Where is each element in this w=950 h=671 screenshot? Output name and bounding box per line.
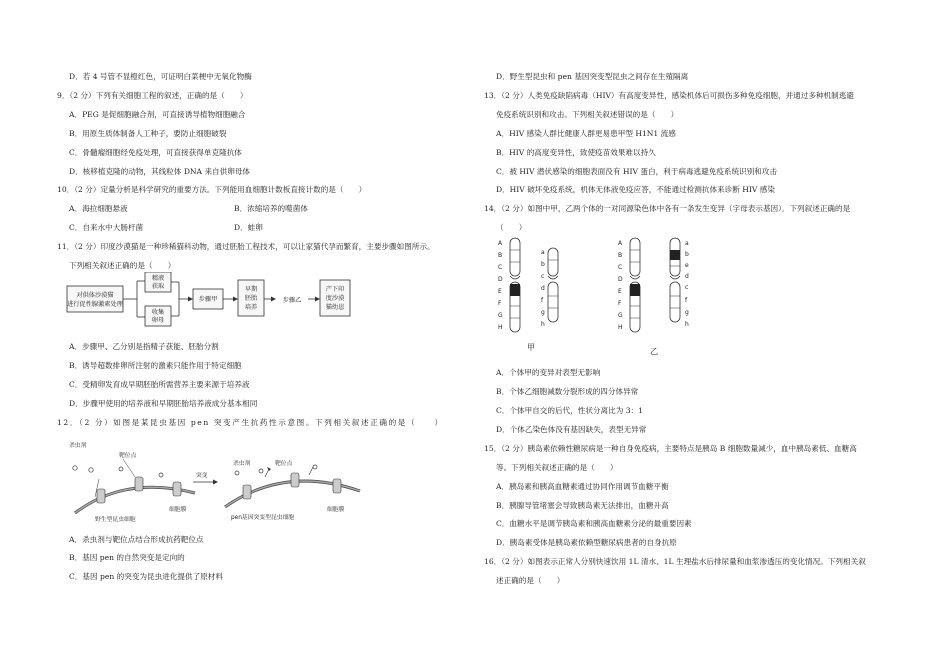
gene-label: h bbox=[685, 321, 689, 329]
q12-option-d: D．野生型昆虫和 pen 基因突变型昆虫之间存在生殖隔离 bbox=[496, 72, 689, 81]
flow-end-text-3: 猫幼崽 bbox=[325, 303, 345, 311]
q10-options-ab bbox=[57, 200, 477, 219]
q12-mutation-label: 突变 bbox=[196, 472, 208, 479]
gene-label: C bbox=[618, 264, 623, 272]
q14-figure-svg bbox=[494, 232, 734, 358]
q15-option-a: A．胰岛素和胰高血糖素通过协同作用调节血糖平衡 bbox=[496, 481, 669, 491]
flow-semen-text-1: 精液 bbox=[151, 274, 165, 282]
gene-label: E bbox=[498, 288, 502, 296]
q9-option-a: A．PEG 是促细胞融合剂，可直接诱导植物细胞融合 bbox=[69, 109, 246, 119]
gene-label: D bbox=[498, 276, 503, 284]
flow-start-text-2: 进行促性腺激素处理 bbox=[67, 300, 123, 308]
q14-chromosome-figure bbox=[484, 238, 904, 364]
gene-label: B bbox=[498, 252, 503, 260]
q9-option-c: C．骨髓瘤细胞经免疫处理，可直接获得单克隆抗体 bbox=[69, 147, 242, 157]
q11-option-b: B．诱导超数排卵所注射的激素只能作用于特定细胞 bbox=[69, 360, 242, 370]
flow-embryo-text-3: 培养 bbox=[244, 303, 258, 311]
gene-label: d bbox=[685, 273, 689, 281]
q10-option-d: D．蛙卵 bbox=[234, 223, 263, 233]
q12-stem: 12．（2 分）如图是某昆虫基因 pen 突变产生抗药性示意图。下列相关叙述正确的是（ ） bbox=[57, 417, 444, 427]
flow-oocyte-text-2: 卵母 bbox=[151, 316, 165, 324]
gene-label: C bbox=[498, 264, 503, 272]
chromosome-yi-1 bbox=[630, 238, 640, 332]
q12-membrane2-label: 细胞膜 bbox=[327, 506, 345, 513]
q11-stem-line2: 下列相关叙述正确的是（ ） bbox=[69, 261, 176, 271]
gene-label: a bbox=[685, 240, 689, 248]
q8-option-d: D．若 4 号管不显橙红色，可证明白菜梗中无氧化物酶 bbox=[69, 72, 252, 81]
left-column bbox=[57, 0, 477, 587]
q13-option-c: C．被 HIV 潜伏感染的细胞表面没有 HIV 蛋白，利于病毒逃避免疫系统识别和攻击 bbox=[496, 166, 778, 176]
flow-semen-text-2: 获取 bbox=[151, 282, 165, 290]
gene-label: d bbox=[541, 285, 545, 293]
flow-embryo-text-1: 早期 bbox=[244, 285, 258, 293]
q14-option-b: B．个体乙细胞减数分裂形成的四分体异常 bbox=[496, 387, 639, 397]
q13-stem-line1: 13．（2 分）人类免疫缺陷病毒（HIV）有高度变异性，感染机体后可损伤多种免疫细胞，并通过多种机制逃避 bbox=[484, 90, 854, 100]
q12-mutant-label: pen基因突变型昆虫细胞 bbox=[231, 514, 295, 521]
q13-stem-line2: 免疫系统识别和攻击。下列相关叙述错误的是（ ） bbox=[496, 109, 679, 119]
q12-target-label: 靶位点 bbox=[119, 452, 137, 459]
flow-end-text-1: 产下印 bbox=[325, 285, 345, 293]
q9-stem: 9．（2 分）下列有关细胞工程的叙述，正确的是（ ） bbox=[57, 90, 248, 100]
q15-option-b: B．胰腺导管堵塞会导致胰岛素无法排出，血糖升高 bbox=[496, 500, 669, 510]
q10-option-c: C．自来水中大肠杆菌 bbox=[69, 223, 144, 233]
gene-label: f bbox=[541, 297, 544, 305]
q14-option-c: C．个体甲自交的后代，性状分离比为 3：1 bbox=[496, 405, 643, 415]
q11-stem-line1: 11．（2 分）印度沙漠猫是一种珍稀猫科动物，通过胚胎工程技术，可以让家猫代孕而繁育，主要步骤如图所示。 bbox=[57, 242, 435, 252]
flow-oocyte-text-1: 收集 bbox=[151, 308, 165, 316]
gene-label: H bbox=[618, 324, 623, 332]
q12-insecticide2-label: 杀虫剂 bbox=[233, 460, 251, 467]
q13-option-b: B．HIV 的高度变异性，致使疫苗效果难以持久 bbox=[496, 147, 656, 157]
q14-option-a: A．个体甲的变异对表型无影响 bbox=[496, 368, 601, 378]
chromosome-jia-1 bbox=[510, 238, 520, 332]
q12-target2-label: 靶位点 bbox=[275, 460, 293, 467]
q12-option-b: B．基因 pen 的自然突变是定向的 bbox=[69, 553, 185, 563]
q10-options-cd bbox=[57, 219, 477, 238]
q14-stem-line1: 14．（2 分）如图中甲，乙两个体的一对同源染色体中各有一条发生变异（字母表示基因）．下列叙述正确的是 bbox=[484, 204, 851, 214]
gene-label: h bbox=[541, 321, 545, 329]
gene-label: F bbox=[618, 300, 622, 308]
gene-label: b bbox=[685, 251, 689, 259]
q11-flowchart bbox=[57, 276, 477, 338]
q11-option-c: C．受精卵发育成早期胚胎所需营养主要来源于培养液 bbox=[69, 379, 250, 389]
q12-membrane-label: 细胞膜 bbox=[169, 506, 187, 513]
q10-option-a: A．海拉细胞悬液 bbox=[69, 204, 128, 214]
gene-label: g bbox=[685, 309, 689, 317]
q14-stem-line2: （ ） bbox=[496, 223, 527, 233]
gene-label: H bbox=[498, 324, 503, 332]
flow-start-box bbox=[67, 286, 123, 312]
q11-option-a: A．步骤甲、乙分别是指精子获能、胚胎分割 bbox=[69, 341, 219, 351]
q15-stem-line2: 等。下列相关叙述正确的是（ ） bbox=[496, 462, 618, 472]
q16-stem-line2: 述正确的是（ ） bbox=[496, 576, 565, 586]
chromosome-yi-2 bbox=[670, 238, 680, 322]
gene-label: e bbox=[685, 262, 689, 270]
label-yi: 乙 bbox=[650, 347, 658, 357]
q9-option-d: D．核移植克隆的动物，其线粒体 DNA 来自供卵母体 bbox=[69, 166, 251, 176]
gene-label: F bbox=[498, 300, 502, 308]
gene-label: E bbox=[618, 288, 622, 296]
gene-label: b bbox=[541, 261, 545, 269]
q12-figure-svg bbox=[65, 435, 365, 533]
q12-insecticide-label: 杀虫剂 bbox=[69, 442, 87, 449]
label-jia: 甲 bbox=[527, 343, 535, 353]
gene-label: f bbox=[685, 297, 688, 305]
q9-option-b: B．用原生质体制备人工种子，要防止细胞破裂 bbox=[69, 128, 227, 138]
q14-option-d: D．个体乙染色体没有基因缺失，表型无异常 bbox=[496, 424, 647, 434]
q12-figure bbox=[57, 433, 477, 531]
gene-label: G bbox=[618, 312, 623, 320]
q13-option-d: D．HIV 破坏免疫系统，机体无体液免疫应答，不能通过检测抗体来诊断 HIV 感染 bbox=[496, 185, 775, 195]
flow-start-text-1: 对供体沙漠猫 bbox=[76, 291, 114, 299]
gene-label: c bbox=[685, 284, 689, 292]
flow-end-text-2: 度沙漠 bbox=[325, 294, 345, 302]
gene-label: g bbox=[541, 309, 545, 317]
q12-option-c: C．基因 pen 的突变为昆虫进化提供了原材料 bbox=[69, 572, 223, 582]
right-column bbox=[484, 0, 904, 591]
q15-option-d: D．胰岛素受体是胰岛素依赖型糖尿病患者的自身抗原 bbox=[496, 538, 677, 548]
gene-label: D bbox=[618, 276, 623, 284]
q12-option-a: A．杀虫剂与靶位点结合形成抗药靶位点 bbox=[69, 534, 204, 544]
gene-label: c bbox=[541, 273, 545, 281]
q16-stem-line1: 16．（2 分）如图表示正常人分别快速饮用 1L 清水、1L 生理盐水后排尿量和血浆渗透压的变化情况。下列相关叙 bbox=[484, 557, 866, 567]
q10-option-b: B．浓缩培养的噬菌体 bbox=[234, 204, 308, 214]
gene-label: A bbox=[498, 240, 503, 248]
q13-option-a: A．HIV 感染人群比健康人群更易患甲型 H1N1 流感 bbox=[496, 128, 676, 138]
q11-flowchart-svg bbox=[65, 272, 365, 334]
gene-label: A bbox=[618, 240, 623, 248]
q15-option-c: C．血糖水平是调节胰岛素和胰高血糖素分泌的最重要因素 bbox=[496, 519, 692, 529]
gene-label: G bbox=[498, 312, 503, 320]
flow-embryo-text-2: 胚胎 bbox=[244, 294, 258, 302]
chromosome-jia-2 bbox=[548, 248, 558, 322]
gene-label: B bbox=[618, 252, 623, 260]
q10-stem: 10．（2 分）定量分析是科学研究的重要方法。下列能用血细胞计数板直接计数的是（ ） bbox=[57, 185, 367, 195]
q15-stem-line1: 15．（2 分）胰岛素依赖性糖尿病是一种自身免疫病，主要特点是胰岛 B 细胞数量减少，血中胰岛素低、血糖高 bbox=[484, 443, 857, 453]
gene-label: a bbox=[541, 249, 545, 257]
q12-wild-label: 野生型昆虫细胞 bbox=[95, 516, 136, 523]
flow-step1-text: 步骤甲 bbox=[198, 295, 218, 303]
flow-step2-text: 步骤乙 bbox=[282, 296, 302, 304]
q11-option-d: D．步骤甲使用的培养液和早期胚胎培养液成分基本相同 bbox=[69, 398, 258, 408]
